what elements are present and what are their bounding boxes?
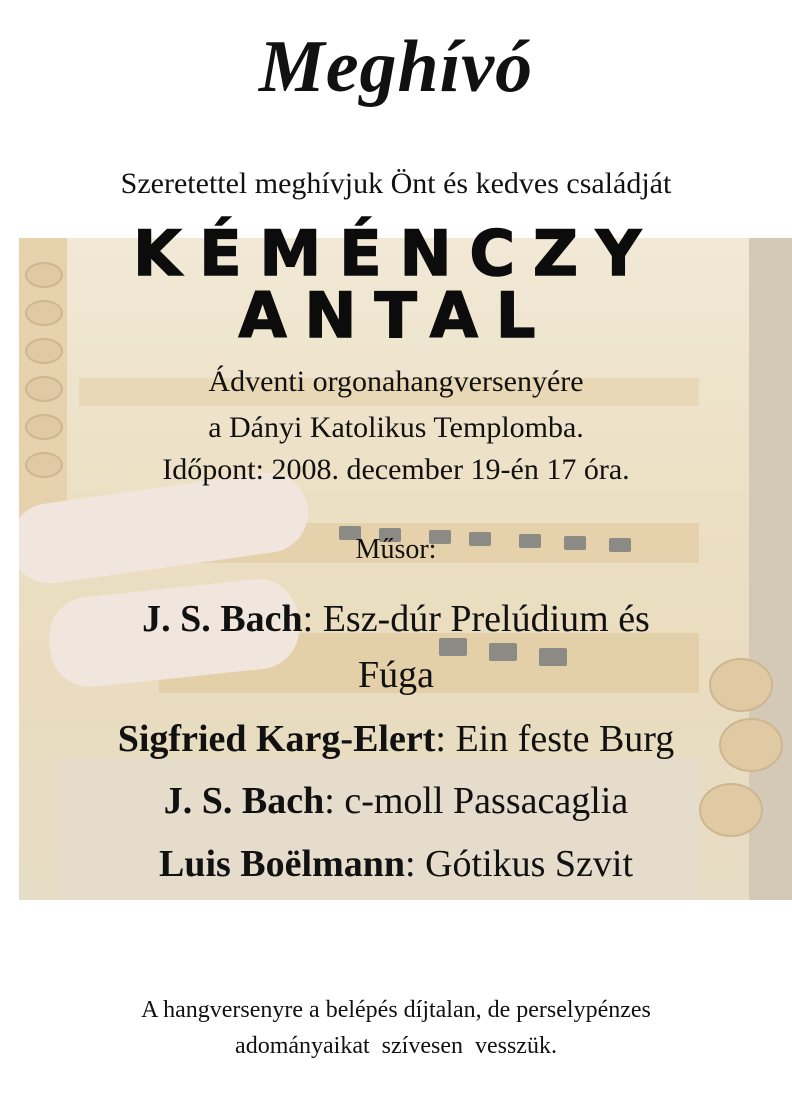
program-work-continued: Fúga	[358, 654, 434, 696]
event-date: Időpont: 2008. december 19-én 17 óra.	[162, 453, 630, 486]
invitation-intro: Szeretettel meghívjuk Önt és kedves családját	[120, 167, 672, 200]
performer-surname: KÉMÉNCZY	[133, 217, 659, 290]
program-item: Luis Boëlmann: Gótikus Szvit	[158, 843, 634, 885]
program-work: c-moll Passacaglia	[344, 780, 629, 822]
program-work: Gótikus Szvit	[425, 843, 634, 885]
event-venue: a Dányi Katolikus Templomba.	[208, 411, 584, 444]
program-item: J. S. Bach: c-moll Passacaglia	[163, 780, 629, 822]
program-label: Műsor:	[355, 534, 437, 565]
program-item: Sigfried Karg-Elert: Ein feste Burg	[117, 718, 675, 760]
program-composer: Luis Boëlmann	[158, 843, 405, 885]
program-composer: Sigfried Karg-Elert	[117, 718, 436, 760]
performer-given-name: ANTAL	[238, 279, 554, 352]
footer-note: A hangversenyre a belépés díjtalan, de perselypénzes	[141, 997, 651, 1023]
event-description: Ádventi orgonahangversenyére	[208, 365, 584, 398]
program-work: Ein feste Burg	[455, 718, 675, 760]
program-work: Esz-dúr Prelúdium és	[322, 598, 650, 640]
invitation-title: Meghívó	[258, 26, 534, 108]
program-item-continuation	[0, 652, 792, 698]
program-composer: J. S. Bach	[142, 598, 303, 640]
program-composer: J. S. Bach	[163, 780, 325, 822]
program-item: J. S. Bach: Esz-dúr Prelúdium és	[142, 598, 650, 640]
footer-note-continued: adományaikat szívesen vesszük.	[235, 1033, 557, 1059]
